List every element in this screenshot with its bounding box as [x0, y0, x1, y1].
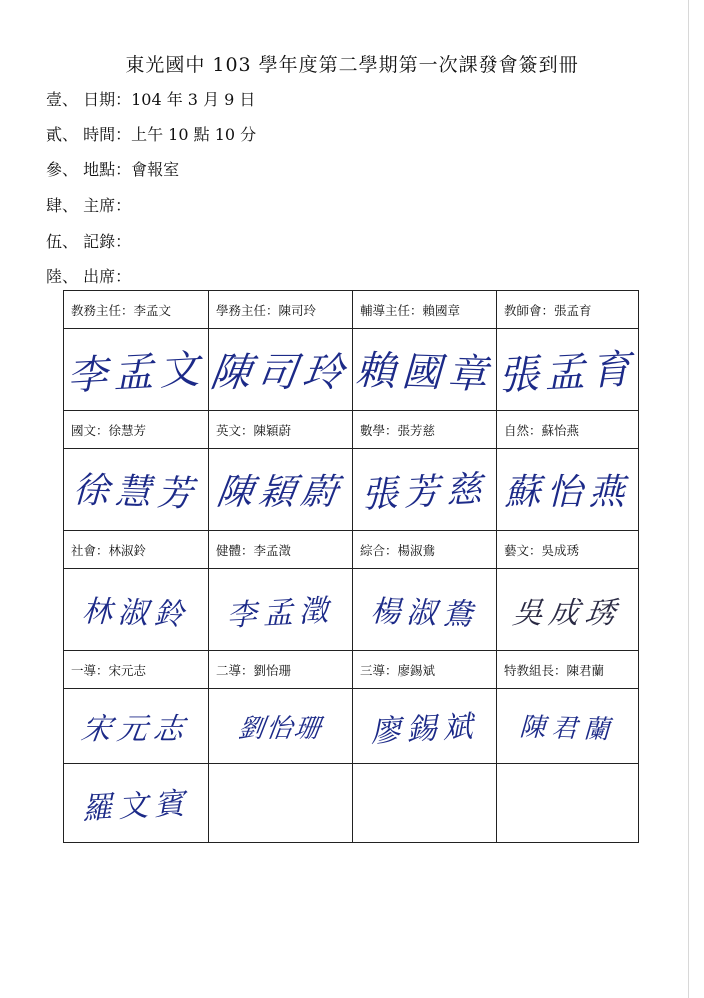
- handwritten-signature: 張芳慈: [360, 468, 489, 517]
- signature-cell: [497, 329, 639, 411]
- signature-cell: [353, 449, 497, 531]
- info-recorder-label: 伍、 記錄：: [46, 232, 132, 251]
- handwritten-signature: 吳成琇: [510, 595, 624, 631]
- signature-cell: [64, 764, 209, 843]
- role-cell: 數學：張芳慈: [353, 411, 497, 449]
- signature-row: [64, 329, 639, 411]
- empty-cell: [209, 764, 353, 843]
- signature-cell: [353, 569, 497, 651]
- role-row: [64, 291, 639, 329]
- signature-cell: [353, 329, 497, 411]
- info-date: [46, 90, 255, 110]
- scan-edge-line: [688, 0, 689, 998]
- empty-cell: [497, 764, 639, 843]
- empty-cell: [353, 764, 497, 843]
- handwritten-signature: 劉怡珊: [236, 713, 325, 744]
- attendance-table: [63, 290, 639, 843]
- role-cell: 英文：陳穎蔚: [209, 411, 353, 449]
- role-row: [64, 411, 639, 449]
- info-recorder: [46, 232, 131, 252]
- info-chair-label: 肆、 主席：: [46, 196, 132, 215]
- role-cell: 學務主任：陳司玲: [209, 291, 353, 329]
- signature-cell: [209, 329, 353, 411]
- handwritten-signature: 賴國章: [354, 347, 495, 399]
- role-cell: 教師會：張孟育: [497, 291, 639, 329]
- role-cell: 社會：林淑鈴: [64, 531, 209, 569]
- role-cell: 一導：宋元志: [64, 651, 209, 689]
- handwritten-signature: 徐慧芳: [72, 469, 200, 516]
- signature-cell: [209, 449, 353, 531]
- handwritten-signature: 廖錫斌: [369, 709, 480, 750]
- handwritten-signature: 蘇怡燕: [504, 472, 631, 513]
- role-cell: 國文：徐慧芳: [64, 411, 209, 449]
- handwritten-signature: 羅文賓: [81, 786, 192, 827]
- signature-cell: [64, 449, 209, 531]
- role-row: [64, 651, 639, 689]
- signature-cell: [64, 569, 209, 651]
- signature-cell: [64, 689, 209, 764]
- signature-cell: [497, 689, 639, 764]
- role-cell: 三導：廖錫斌: [353, 651, 497, 689]
- signature-row: [64, 689, 639, 764]
- role-cell: 健體：李孟澂: [209, 531, 353, 569]
- signature-cell: [497, 569, 639, 651]
- role-cell: 綜合：楊淑鴦: [353, 531, 497, 569]
- info-time-value: 上午 10 點 10 分: [131, 125, 257, 144]
- handwritten-signature: 李孟澂: [225, 592, 336, 634]
- role-row: [64, 531, 639, 569]
- role-cell: 教務主任：李孟文: [64, 291, 209, 329]
- signature-cell: [209, 689, 353, 764]
- role-cell: 特教組長：陳君蘭: [497, 651, 639, 689]
- info-chair: [46, 196, 131, 216]
- signature-cell: [64, 329, 209, 411]
- document-title: 東光國中 103 學年度第二學期第一次課發會簽到冊: [125, 54, 579, 76]
- handwritten-signature: 林淑鈴: [81, 593, 191, 633]
- role-cell: 輔導主任：賴國章: [353, 291, 497, 329]
- signature-row: [64, 764, 639, 843]
- handwritten-signature: 李孟文: [66, 346, 207, 400]
- role-cell: 自然：蘇怡燕: [497, 411, 639, 449]
- signature-cell: [497, 449, 639, 531]
- info-attendance-label: 陸、 出席：: [46, 267, 132, 286]
- handwritten-signature: 張孟育: [497, 346, 638, 400]
- role-cell: 二導：劉怡珊: [209, 651, 353, 689]
- info-date-label: 壹、 日期：: [46, 90, 132, 109]
- info-location: [46, 160, 179, 180]
- info-location-label: 參、 地點：: [46, 160, 132, 179]
- handwritten-signature: 陳君蘭: [518, 711, 616, 746]
- info-time: [46, 125, 256, 145]
- info-date-value: 104 年 3 月 9 日: [131, 90, 256, 109]
- signature-cell: [209, 569, 353, 651]
- signature-cell: [353, 689, 497, 764]
- handwritten-signature: 楊淑鴦: [369, 593, 479, 633]
- handwritten-signature: 陳穎蔚: [214, 472, 346, 513]
- info-time-label: 貳、 時間：: [46, 125, 132, 144]
- info-location-value: 會報室: [131, 160, 180, 179]
- handwritten-signature: 陳司玲: [207, 350, 353, 396]
- signature-row: [64, 449, 639, 531]
- signature-row: [64, 569, 639, 651]
- info-attendance: [46, 267, 131, 287]
- role-cell: 藝文：吳成琇: [497, 531, 639, 569]
- handwritten-signature: 宋元志: [79, 712, 192, 747]
